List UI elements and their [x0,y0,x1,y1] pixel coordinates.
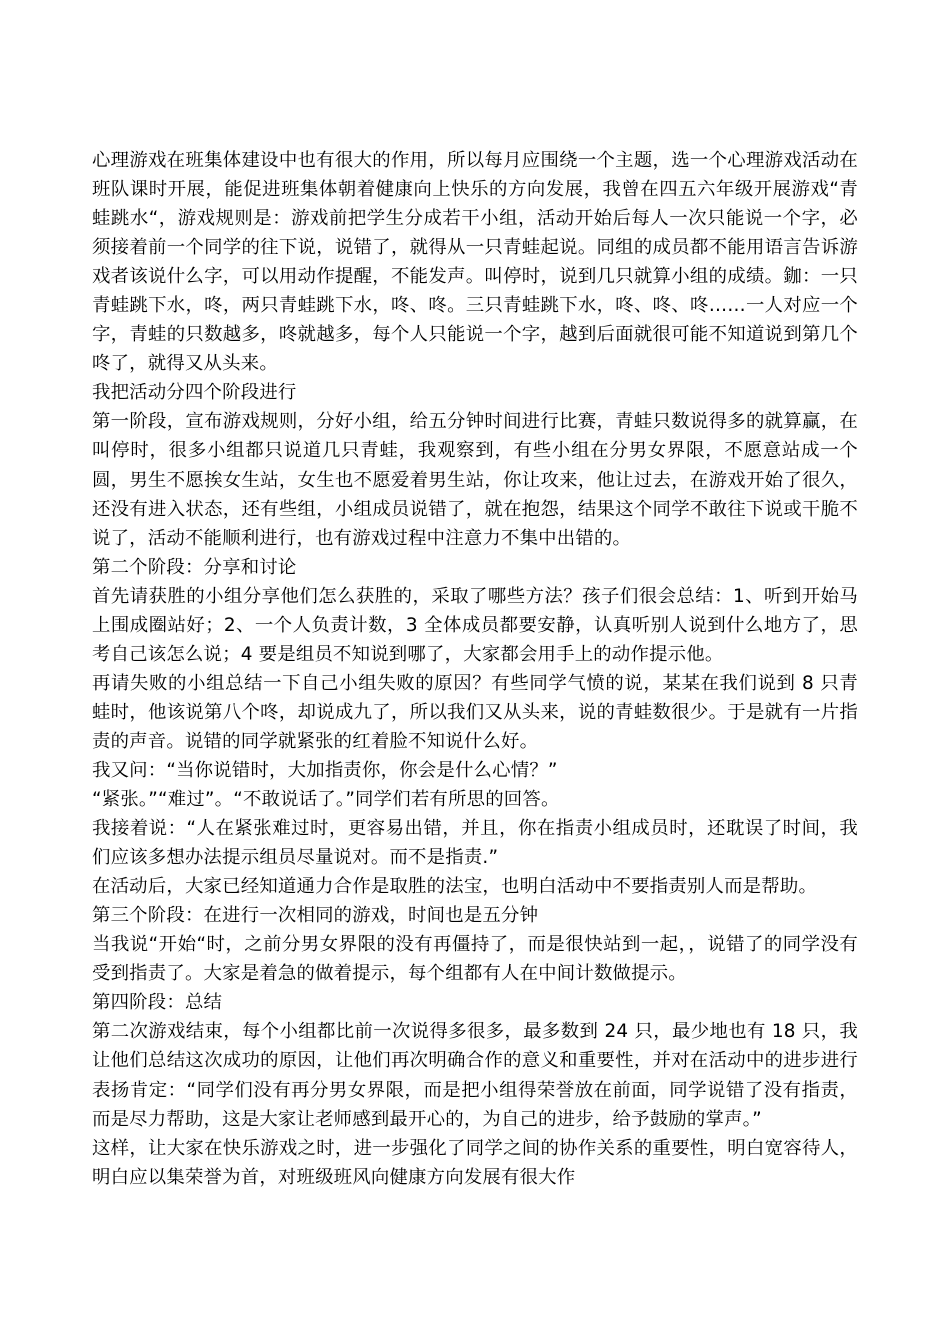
intro-paragraph: 心理游戏在班集体建设中也有很大的作用，所以每月应围绕一个主题，选一个心理游戏活动在班队课时开展，能促进班集体朝着健康向上快乐的方向发展，我曾在四五六年级开展游戏“青蛙跳水“，游戏规则是：游戏前把学生分成若干小组，活动开始后每人一次只能说一个字，必须接着前一个同学的往下说，说错了，就得从一只青蛙起说。同组的成员都不能用语言告诉游戏者该说什么字，可以用动作提醒，不能发声。叫停时，说到几只就算小组的成绩。鉫：一只青蛙跳下水，咚，两只青蛙跳下水，咚、咚。三只青蛙跳下水，咚、咚、咚……一人对应一个字，青蛙的只数越多，咚就越多，每个人只能说一个字，越到后面就很可能不知道说到第几个咚了，就得又从头来。 [92,150,858,375]
stage-one-paragraph: 第一阶段，宣布游戏规则，分好小组，给五分钟时间进行比赛，青蛙只数说得多的就算赢，在叫停时，很多小组都只说道几只青蛙，我观察到，有些小组在分男女界限，不愿意站成一个圆，男生不愿挨女生站，女生也不愿爱着男生站，你让攻来，他让过去，在游戏开始了很久，还没有进入状态，还有些组，小组成员说错了，就在抱怨，结果这个同学不敢往下说或干脆不说了，活动不能顺利进行，也有游戏过程中注意力不集中出错的。 [92,411,858,549]
winners-share-paragraph: 首先请获胜的小组分享他们怎么获胜的，采取了哪些方法？孩子们很会总结：1、听到开始马上围成圈站好；2、一个人负责计数，3 全体成员都要安静，认真听别人说到什么地方了，思考自己该怎么说；4 要是组员不知说到哪了，大家都会用手上的动作提示他。 [92,585,858,665]
stage-three-heading: 第三个阶段：在进行一次相同的游戏，时间也是五分钟 [92,905,539,927]
document-page [92,146,858,1192]
stage-two-heading: 第二个阶段：分享和讨论 [92,556,297,578]
teacher-comment-paragraph: 我接着说：“人在紧张难过时，更容易出错，并且，你在指责小组成员时，还耽误了时间，我们应该多想办法提示组员尽量说对。而不是指责.” [92,818,858,869]
stage-three-paragraph: 当我说“开始“时，之前分男女界限的没有再僵持了，而是很快站到一起，，说错了的同学没有受到指责了。大家是着急的做着提示，每个组都有人在中间计数做提示。 [92,934,858,985]
stages-heading: 我把活动分四个阶段进行 [92,382,297,404]
after-activity-paragraph: 在活动后，大家已经知道通力合作是取胜的法宝，也明白活动中不要指责别人而是帮助。 [92,876,818,898]
stage-four-paragraph: 第二次游戏结束，每个小组都比前一次说得多很多，最多数到 24 只，最少地也有 18 只，我让他们总结这次成功的原因，让他们再次明确合作的意义和重要性，并对在活动中的进步进行表扬肯定：“同学们没有再分男女界限，而是把小组得荣誉放在前面，同学说错了没有指责，而是尽力帮助，这是大家让老师感到最开心的，为自己的进步，给予鼓励的掌声。” [92,1021,858,1130]
losers-share-paragraph: 再请失败的小组总结一下自己小组失败的原因？有些同学气愤的说，某某在我们说到 8 只青蛙时，他该说第八个咚，却说成九了，所以我们又从头来，说的青蛙数很少。于是就有一片指责的声音。说错的同学就紧张的红着脸不知说什么好。 [92,672,858,752]
student-answers-paragraph: “紧张。”“难过”。“不敢说话了。”同学们若有所思的回答。 [92,789,560,811]
teacher-question-paragraph: 我又问：“当你说错时，大加指责你，你会是什么心情？” [92,759,558,781]
conclusion-paragraph: 这样，让大家在快乐游戏之时，进一步强化了同学之间的协作关系的重要性，明白宽容待人，明白应以集荣誉为首，对班级班风向健康方向发展有很大作 [92,1137,858,1188]
stage-four-heading: 第四阶段：总结 [92,992,223,1014]
